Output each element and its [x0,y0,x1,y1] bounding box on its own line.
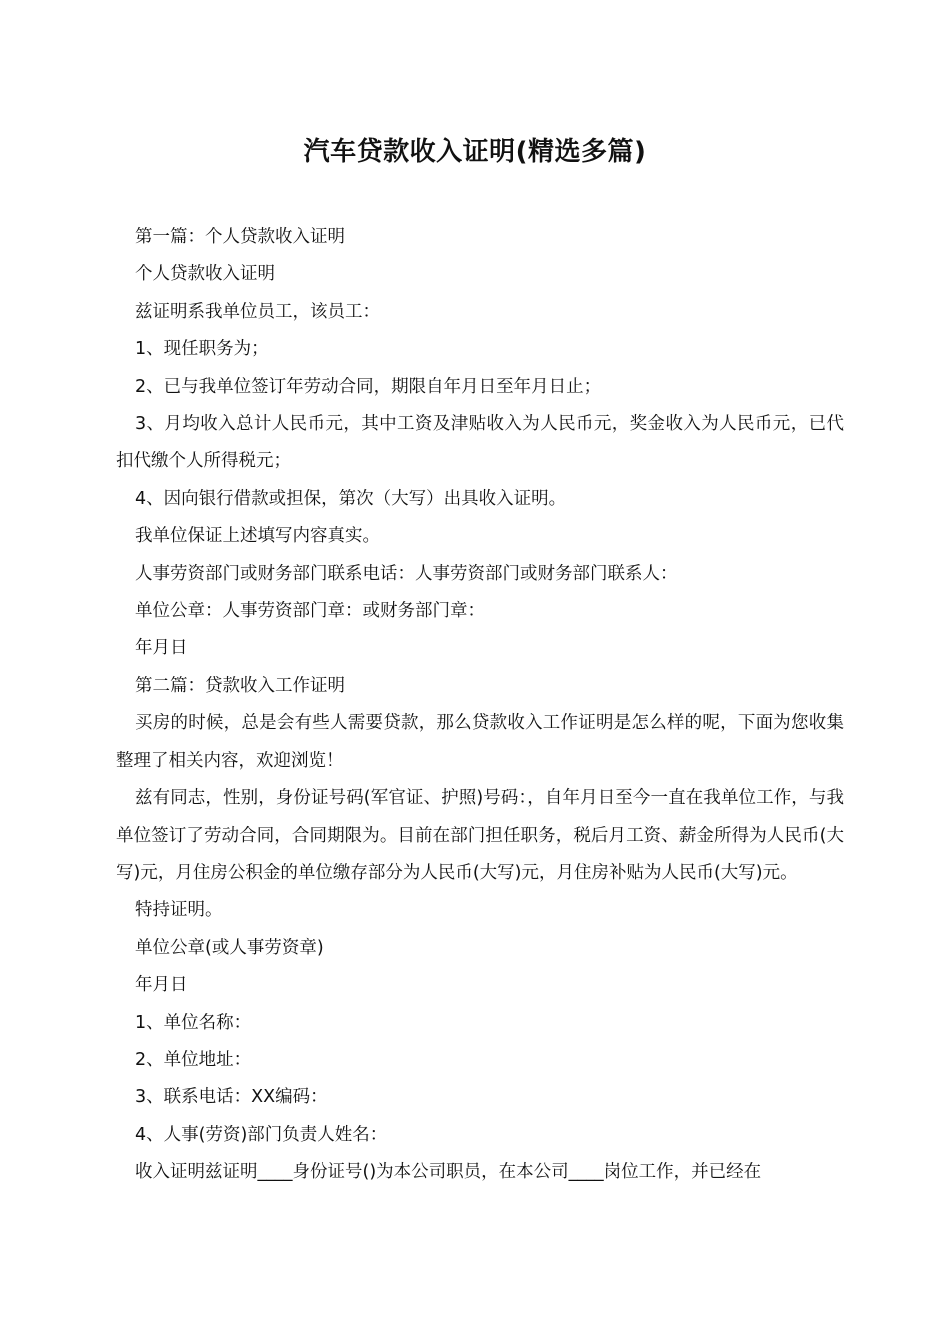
document-title: 汽车贷款收入证明(精选多篇) [303,137,647,167]
list-item: 4、人事(劳资)部门负责人姓名： [135,1124,388,1145]
document-body [116,219,844,1192]
paragraph: 我单位保证上述填写内容真实。 [135,526,380,547]
paragraph: 单位公章(或人事劳资章) [135,937,324,958]
paragraph: 特持证明。 [135,900,223,921]
paragraph: 收入证明兹证明____身份证号()为本公司职员，在本公司____岗位工作，并已经在 [135,1162,762,1183]
list-item: 2、单位地址： [135,1049,252,1070]
date-line: 年月日 [135,638,188,659]
paragraph: 人事劳资部门或财务部门联系电话：人事劳资部门或财务部门联系人： [135,563,678,584]
date-line: 年月日 [135,975,188,996]
paragraph: 兹证明系我单位员工，该员工： [135,301,380,322]
list-item: 2、已与我单位签订年劳动合同，期限自年月日至年月日止； [135,376,602,397]
paragraph: 个人贷款收入证明 [135,264,275,285]
paragraph: 单位公章：人事劳资部门章：或财务部门章： [135,601,485,622]
list-item: 3、联系电话：XX编码： [135,1087,328,1108]
section-heading-2: 第二篇：贷款收入工作证明 [135,675,345,696]
list-item: 4、因向银行借款或担保，第次（大写）出具收入证明。 [135,488,567,509]
list-item: 3、月均收入总计人民币元，其中工资及津贴收入为人民币元，奖金收入为人民币元，已代扣代缴个人所得税元； [116,414,844,472]
paragraph: 买房的时候，总是会有些人需要贷款，那么贷款收入工作证明是怎么样的呢，下面为您收集整理了相关内容，欢迎浏览！ [116,713,844,771]
list-item: 1、现任职务为； [135,339,269,360]
paragraph: 兹有同志，性别，身份证号码(军官证、护照)号码：，自年月日至今一直在我单位工作，与我单位签订了劳动合同，合同期限为。目前在部门担任职务，税后月工资、薪金所得为人民币(大写)元，月住房公积金的单位缴存部分为人民币(大写)元，月住房补贴为人民币(大写)元。 [116,788,844,883]
list-item: 1、单位名称： [135,1012,252,1033]
section-heading-1: 第一篇：个人贷款收入证明 [135,227,345,247]
